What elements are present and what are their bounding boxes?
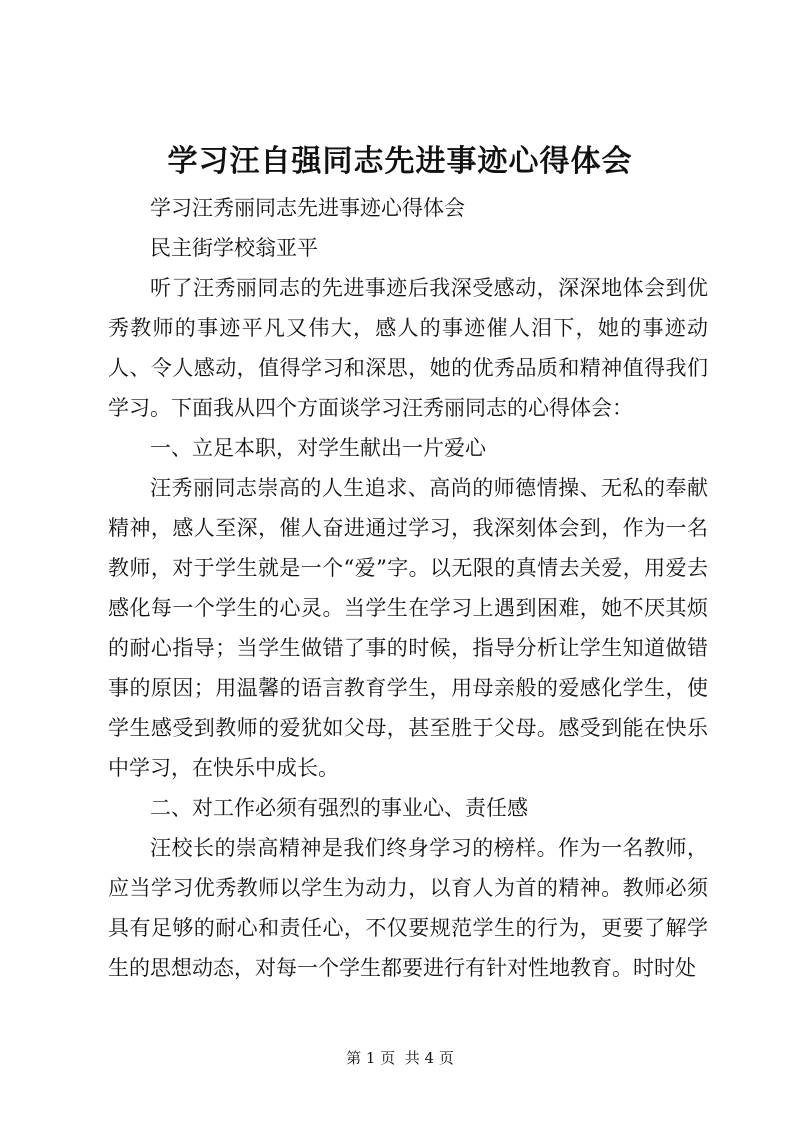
- paragraph-subtitle: 学习汪秀丽同志先进事迹心得体会: [150, 196, 465, 220]
- section-heading-2: 二、对工作必须有强烈的事业心、责任感: [150, 796, 528, 820]
- paragraph-intro: 听了汪秀丽同志的先进事迹后我深受感动，深深地体会到优秀教师的事迹平凡又伟大，感人的事迹催人泪下，她的事迹动人、令人感动，值得学习和深思，她的优秀品质和精神值得我们学习。下面我从四个方面谈学习汪秀丽同志的心得体会：: [108, 276, 708, 420]
- page-number-footer: [0, 1047, 800, 1069]
- section-heading-1: 一、立足本职，对学生献出一片爱心: [150, 436, 486, 460]
- paragraph-section-1: 汪秀丽同志崇高的人生追求、高尚的师德情操、无私的奉献精神，感人至深，催人奋进通过学习，我深刻体会到，作为一名教师，对于学生就是一个“爱”字。以无限的真情去关爱，用爱去感化每一个学生的心灵。当学生在学习上遇到困难，她不厌其烦的耐心指导；当学生做错了事的时候，指导分析让学生知道做错事的原因；用温馨的语言教育学生，用母亲般的爱感化学生，使学生感受到教师的爱犹如父母，甚至胜于父母。感受到能在快乐中学习，在快乐中成长。: [108, 476, 708, 780]
- document-body: [108, 188, 708, 988]
- paragraph-author: 民主街学校翁亚平: [150, 236, 318, 260]
- document-title: 学习汪自强同志先进事迹心得体会: [167, 144, 633, 179]
- page-number-label: 第 1 页 共 4 页: [346, 1049, 454, 1067]
- paragraph-section-2: 汪校长的崇高精神是我们终身学习的榜样。作为一名教师，应当学习优秀教师以学生为动力，以育人为首的精神。教师必须具有足够的耐心和责任心，不仅要规范学生的行为，更要了解学生的思想动态，对每一个学生都要进行有针对性地教育。时时处: [108, 836, 708, 980]
